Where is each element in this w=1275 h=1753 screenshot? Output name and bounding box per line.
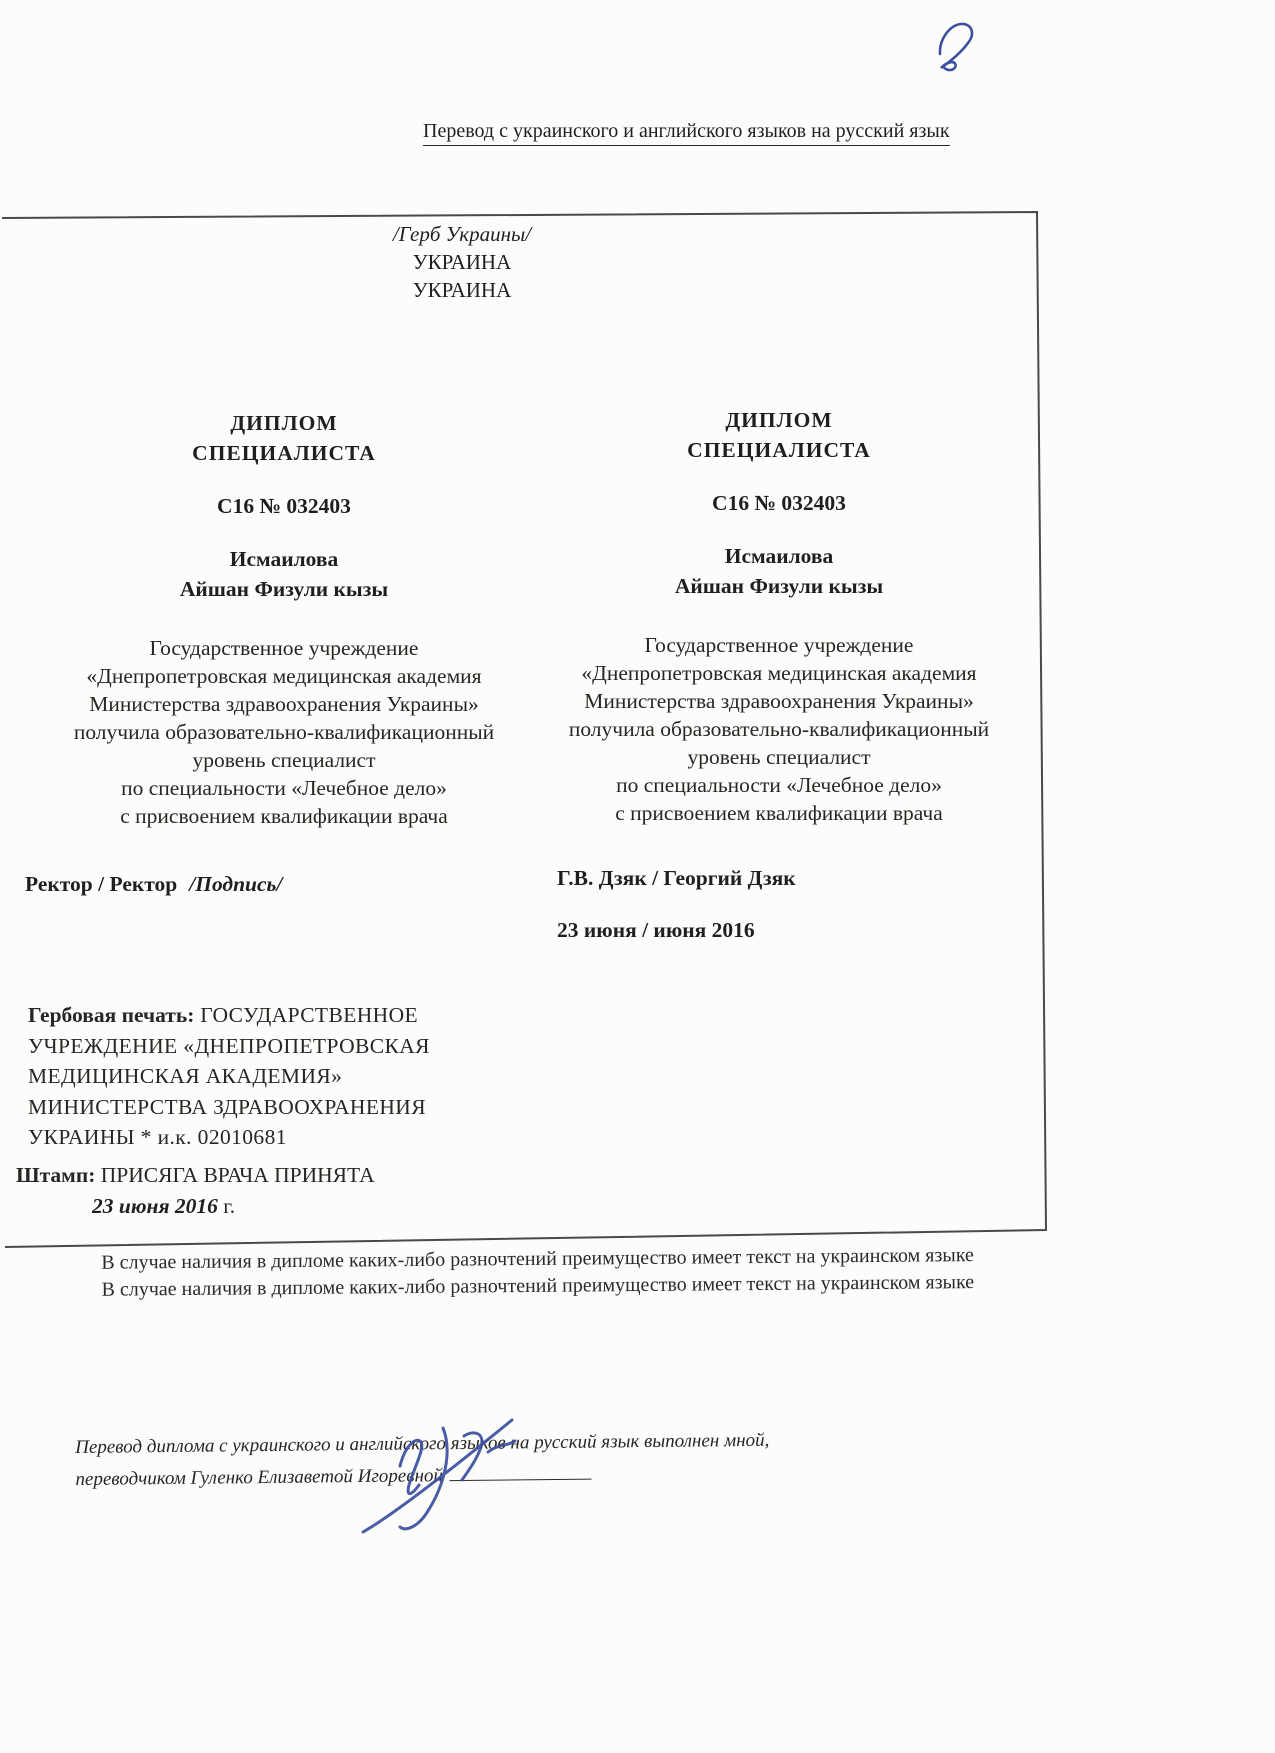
diploma-title-line1: ДИПЛОМ — [230, 411, 338, 435]
seal-label: Гербовая печать: — [28, 1003, 195, 1027]
body-line: Министерства здравоохранения Украины» — [584, 689, 974, 713]
seal-description — [28, 1000, 518, 1153]
disclaimer-block — [68, 1242, 1008, 1304]
body-line: по специальности «Лечебное дело» — [121, 776, 447, 800]
disclaimer-line-2: В случае наличия в дипломе каких-либо разночтений преимущество имеет текст на украинском языке — [101, 1271, 975, 1301]
holder-given-name: Айшан Физули кызы — [179, 577, 389, 601]
seal-line: УКРАИНЫ * и.к. 02010681 — [28, 1125, 287, 1149]
seal-line: Гербовая печать: ГОСУДАРСТВЕННОЕ — [28, 1003, 419, 1027]
translator-note-line2: переводчиком Гуленко Елизаветой Игоревной — [75, 1455, 895, 1496]
seal-line: МИНИСТЕРСТВА ЗДРАВООХРАНЕНИЯ — [28, 1094, 426, 1119]
rector-label: Ректор / Ректор — [25, 872, 178, 896]
diploma-title-line1: ДИПЛОМ — [725, 408, 833, 432]
diploma-column-right — [548, 405, 1010, 827]
seal-line: УЧРЕЖДЕНИЕ «ДНЕПРОПЕТРОВСКАЯ — [28, 1033, 430, 1058]
diploma-body-text — [548, 631, 1010, 827]
diploma-body-text — [38, 634, 530, 830]
body-line: по специальности «Лечебное дело» — [616, 773, 942, 797]
body-line: «Днепропетровская медицинская академия — [86, 664, 482, 688]
body-line: с присвоением квалификации врача — [615, 801, 943, 825]
seal-line: МЕДИЦИНСКАЯ АКАДЕМИЯ» — [28, 1064, 343, 1088]
disclaimer-line-1: В случае наличия в дипломе каких-либо разночтений преимущество имеет текст на украинском языке — [101, 1244, 974, 1274]
translator-note-line1: Перевод диплома с украинского и английского языков на русский язык выполнен мной, — [75, 1429, 770, 1458]
holder-surname: Исмаилова — [724, 544, 834, 568]
holder-name-block — [38, 544, 530, 604]
diploma-title — [38, 408, 530, 468]
stamp-line2: 23 июня 2016 г. — [92, 1194, 236, 1218]
stamp-line1: Штамп: ПРИСЯГА ВРАЧА ПРИНЯТА — [16, 1163, 375, 1187]
diploma-title-line2: СПЕЦИАЛИСТА — [192, 441, 376, 465]
rector-name: Г.В. Дзяк / Георгий Дзяк — [557, 866, 796, 890]
emblem-note: /Герб Украины/ — [392, 222, 532, 246]
diploma-serial-number: С16 № 032403 — [712, 491, 846, 515]
body-line: с присвоением квалификации врача — [120, 804, 448, 828]
body-line: получила образовательно-квалификационный — [568, 717, 990, 741]
page-title: Перевод с украинского и английского языков на русский язык — [423, 120, 950, 146]
country-name-1: УКРАИНА — [412, 250, 512, 274]
body-line: «Днепропетровская медицинская академия — [581, 661, 977, 685]
body-line: Государственное учреждение — [149, 636, 419, 660]
stamp-date: 23 июня 2016 — [92, 1194, 218, 1218]
holder-given-name: Айшан Физули кызы — [674, 574, 884, 598]
emblem-block — [327, 220, 597, 304]
signature-placeholder-note: /Подпись/ — [189, 872, 283, 896]
diploma-title — [548, 405, 1010, 465]
body-line: уровень специалист — [687, 745, 871, 769]
body-line: уровень специалист — [192, 748, 376, 772]
diploma-date: 23 июня / июня 2016 — [557, 918, 755, 942]
diploma-column-left — [38, 408, 530, 830]
diploma-serial-number: С16 № 032403 — [217, 494, 351, 518]
body-line: Министерства здравоохранения Украины» — [89, 692, 479, 716]
diploma-title-line2: СПЕЦИАЛИСТА — [687, 438, 871, 462]
stamp-label: Штамп: — [16, 1163, 96, 1187]
body-line: получила образовательно-квалификационный — [73, 720, 495, 744]
stamp-description — [16, 1160, 375, 1222]
rector-signature-line — [25, 872, 282, 897]
country-name-2: УКРАИНА — [412, 278, 512, 302]
holder-surname: Исмаилова — [229, 547, 339, 571]
holder-name-block — [548, 541, 1010, 601]
body-line: Государственное учреждение — [644, 633, 914, 657]
translator-signature-ink — [348, 1408, 523, 1543]
handwritten-page-number-2 — [928, 12, 988, 72]
